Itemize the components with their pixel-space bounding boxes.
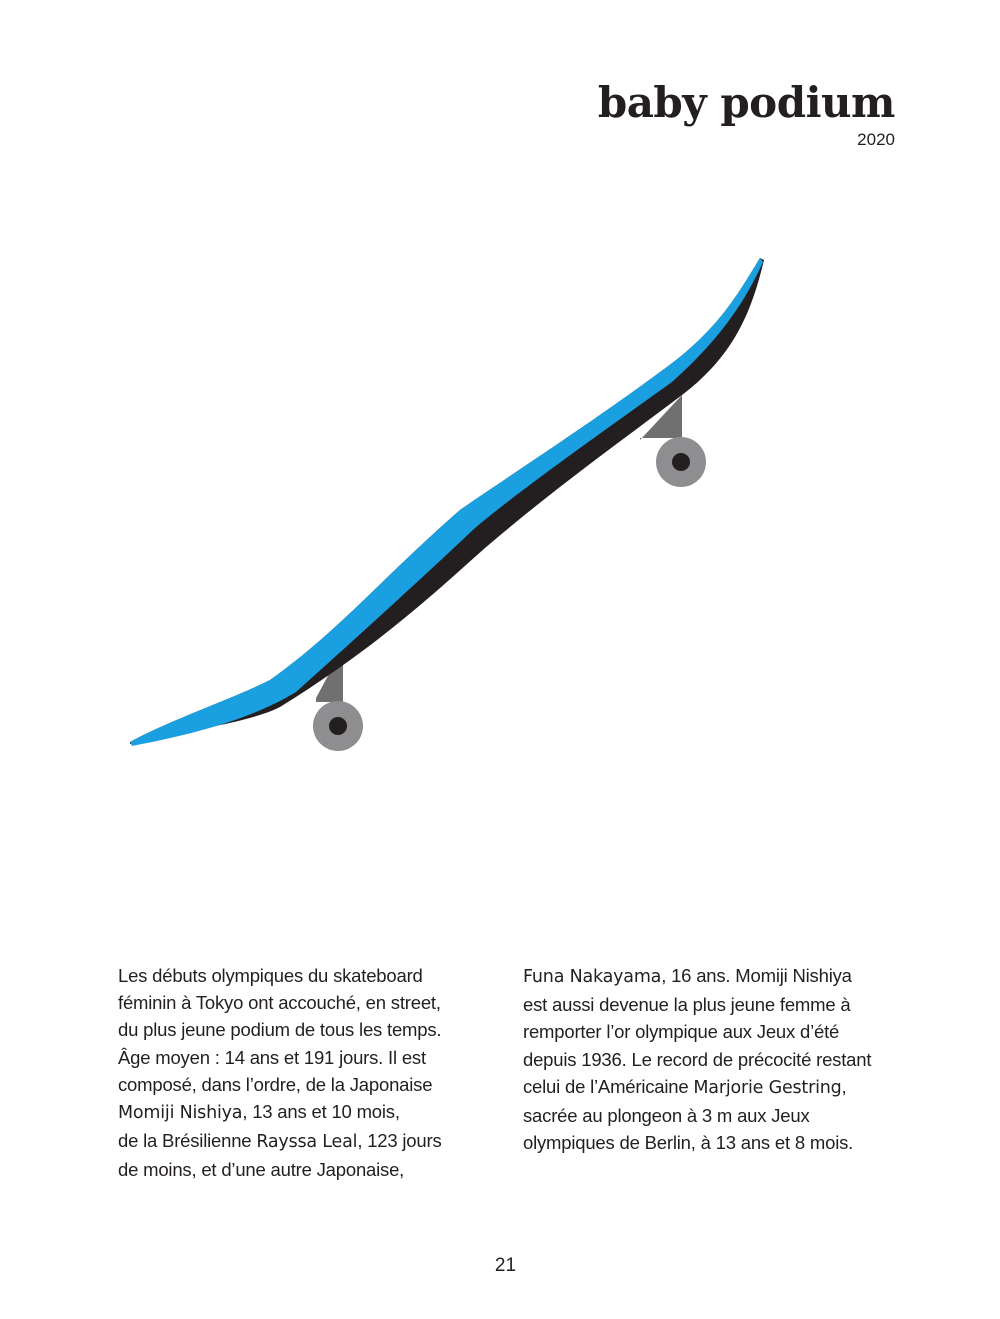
person-name: Funa Nakayama — [523, 967, 662, 987]
text-line — [118, 1016, 498, 1043]
front-wheel-hub — [672, 453, 690, 471]
text-run: du plus jeune podium de tous les temps. — [118, 1019, 442, 1041]
text-line — [118, 1071, 498, 1098]
text-run: , 123 jours — [357, 1130, 442, 1152]
text-run: celui de l’Américaine — [523, 1075, 694, 1097]
page-number: 21 — [494, 1255, 517, 1276]
text-run: , — [841, 1075, 847, 1097]
text-run: , 13 ans et 10 mois, — [242, 1101, 400, 1123]
text-run: olympiques de Berlin, à 13 ans et 8 mois. — [523, 1132, 854, 1154]
person-name: Rayssa Leal — [256, 1132, 358, 1153]
text-line — [118, 1044, 498, 1071]
deck-top — [130, 258, 763, 746]
text-run: de moins, et d’une autre Japonaise, — [118, 1159, 405, 1181]
rear-wheel-hub — [329, 717, 347, 735]
person-name: Momiji Nishiya — [118, 1103, 243, 1124]
text-run: Les débuts olympiques du skateboard — [118, 965, 423, 986]
deck-underside — [130, 258, 764, 744]
text-run: Âge moyen : 14 ans et 191 jours. Il est — [118, 1046, 426, 1068]
text-line — [523, 1018, 903, 1045]
text-line — [118, 962, 498, 989]
text-line — [523, 962, 903, 991]
text-line — [523, 1046, 903, 1073]
body-text-left-column — [118, 962, 498, 1184]
text-run: composé, dans l’ordre, de la Japonaise — [118, 1073, 433, 1095]
text-line — [118, 1127, 498, 1156]
text-line — [118, 1156, 498, 1183]
text-line — [523, 1102, 903, 1129]
text-run: de la Brésilienne — [118, 1130, 257, 1152]
text-line — [523, 1073, 903, 1102]
body-text-right-column — [523, 962, 903, 1156]
person-name: Marjorie Gestring — [693, 1077, 842, 1098]
text-line — [118, 989, 498, 1016]
page-title: baby podium — [597, 78, 895, 127]
page-year: 2020 — [857, 130, 895, 149]
text-line — [523, 1129, 903, 1156]
text-line — [523, 991, 903, 1018]
text-line — [118, 1098, 498, 1127]
text-run: est aussi devenue la plus jeune femme à — [523, 994, 851, 1016]
text-run: , 16 ans. Momiji Nishiya — [661, 965, 852, 986]
text-run: remporter l’or olympique aux Jeux d’été — [523, 1021, 840, 1043]
text-run: sacrée au plongeon à 3 m aux Jeux — [523, 1105, 810, 1127]
text-run: féminin à Tokyo ont accouché, en street, — [118, 992, 441, 1014]
text-run: depuis 1936. Le record de précocité restant — [523, 1048, 872, 1070]
